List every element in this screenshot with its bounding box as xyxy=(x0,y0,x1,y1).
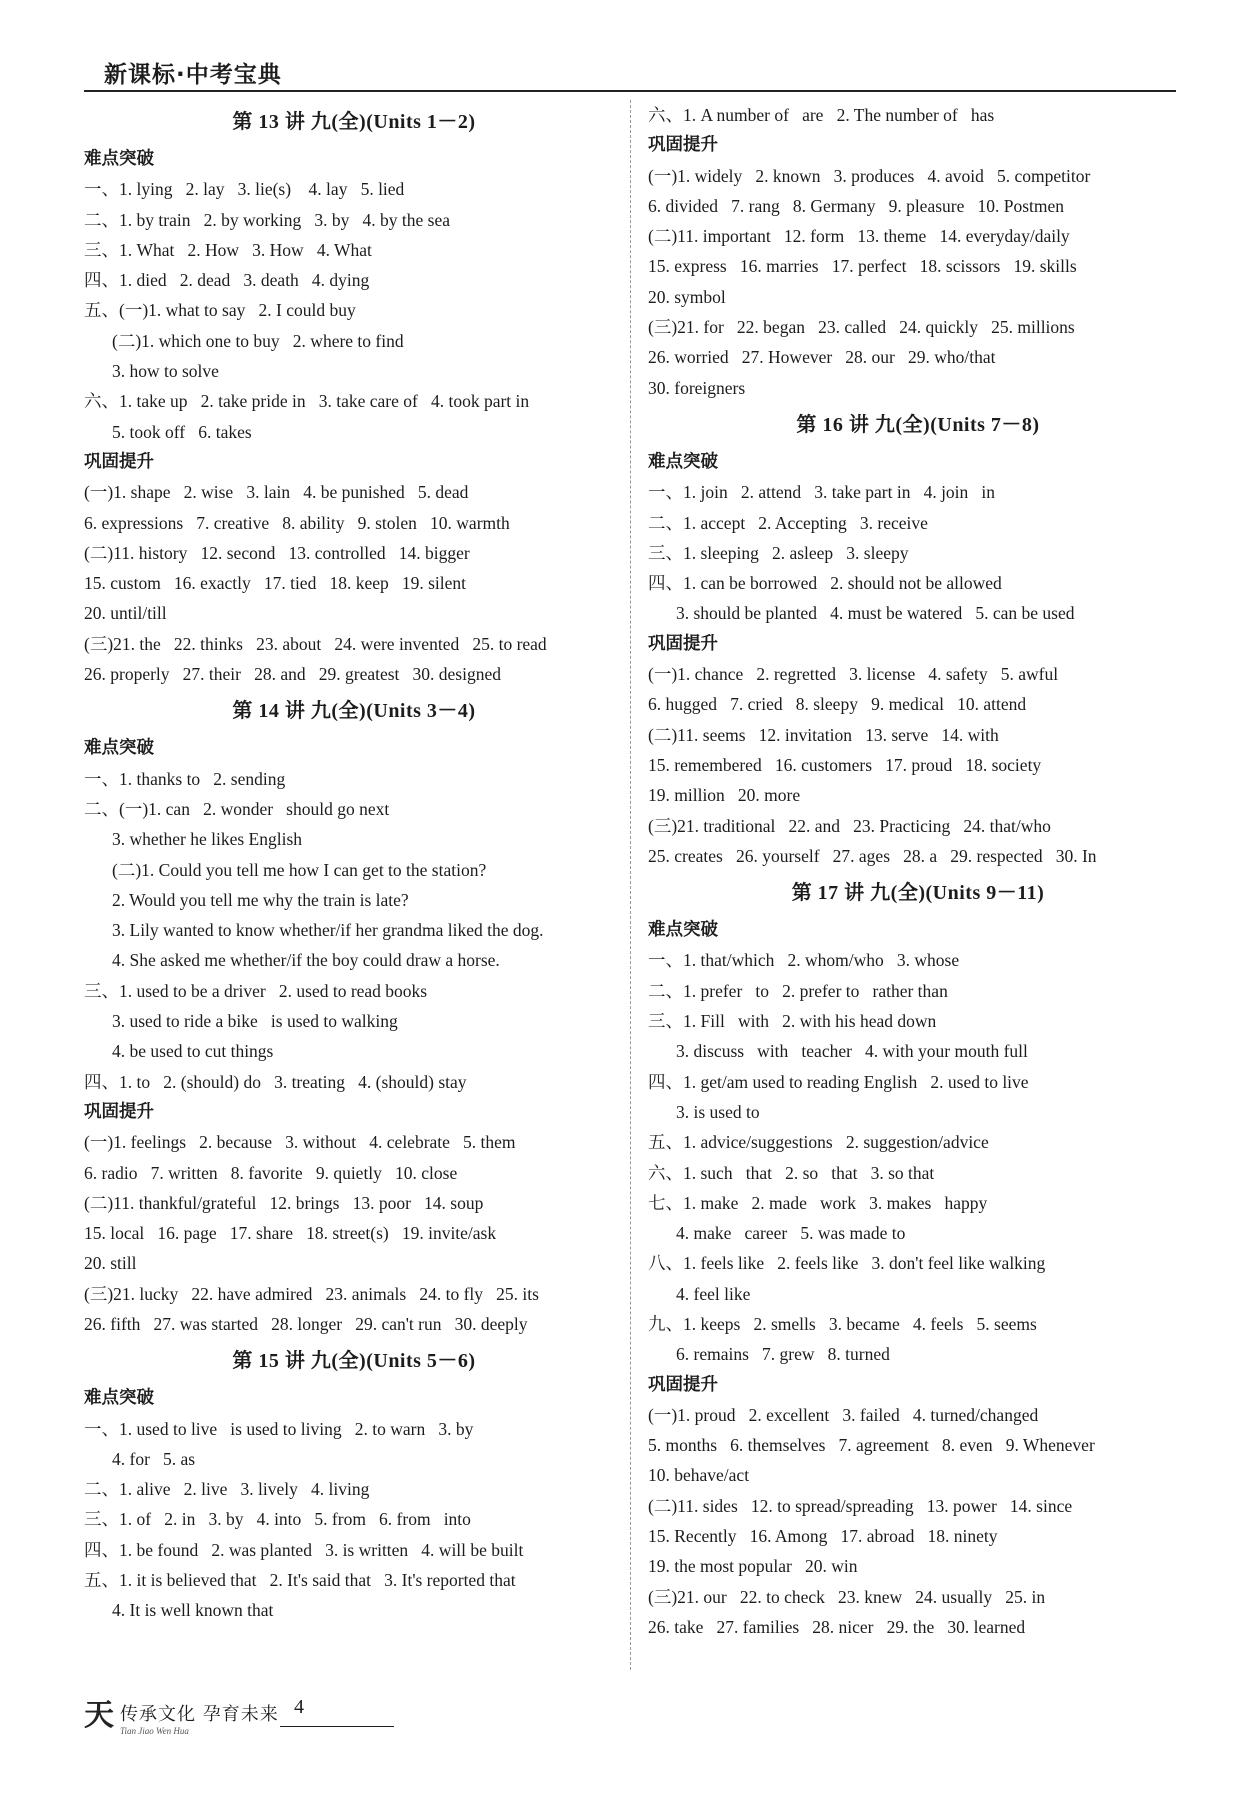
answer-line: 二、1. alive 2. live 3. lively 4. living xyxy=(84,1479,370,1500)
answer-line: 6. divided 7. rang 8. Germany 9. pleasure 10. Postmen xyxy=(648,195,1065,216)
section-heading: 难点突破 xyxy=(84,149,154,169)
column-divider xyxy=(630,100,631,1670)
answer-line: (二)11. important 12. form 13. theme 14. everyday/daily xyxy=(648,226,1070,247)
answer-line: (三)21. for 22. began 23. called 24. quickly 25. millions xyxy=(648,317,1075,338)
section-heading: 难点突破 xyxy=(648,451,718,472)
answer-line: 3. discuss with teacher 4. with your mouth full xyxy=(676,1041,1028,1062)
answer-column-left xyxy=(84,100,624,1626)
answer-line: 七、1. make 2. made work 3. makes happy xyxy=(648,1192,988,1213)
page-footer xyxy=(84,1688,544,1748)
answer-line: (三)21. lucky 22. have admired 23. animals 24. to fly 25. its xyxy=(84,1283,539,1304)
answer-line: 三、1. What 2. How 3. How 4. What xyxy=(84,239,372,260)
answer-line: 3. whether he likes English xyxy=(112,829,303,850)
answer-line: 6. hugged 7. cried 8. sleepy 9. medical 10. attend xyxy=(648,694,1027,715)
answer-line: 26. worried 27. However 28. our 29. who/that xyxy=(648,347,996,368)
answer-line: 五、1. advice/suggestions 2. suggestion/advice xyxy=(648,1132,989,1153)
answer-line: 四、1. died 2. dead 3. death 4. dying xyxy=(84,270,370,291)
section-heading: 难点突破 xyxy=(648,920,718,941)
answer-line: 一、1. used to live is used to living 2. to warn 3. by xyxy=(84,1418,474,1439)
answer-line: 25. creates 26. yourself 27. ages 28. a 29. respected 30. In xyxy=(648,845,1097,866)
section-heading: 巩固提升 xyxy=(648,1374,718,1395)
answer-line: (二)11. history 12. second 13. controlled 14. bigger xyxy=(84,542,470,563)
answer-line: 15. Recently 16. Among 17. abroad 18. ninety xyxy=(648,1526,998,1547)
lecture-heading: 第 15 讲 九(全)(Units 5－6) xyxy=(232,1350,476,1373)
answer-line: 3. how to solve xyxy=(112,361,219,382)
section-heading: 难点突破 xyxy=(84,738,154,759)
answer-line: 三、1. used to be a driver 2. used to read books xyxy=(84,980,428,1001)
publisher-logo-icon: 天 xyxy=(84,1698,114,1733)
lecture-heading: 第 16 讲 九(全)(Units 7－8) xyxy=(796,413,1040,436)
answer-line: 4. She asked me whether/if the boy could draw a horse. xyxy=(112,950,500,971)
answer-line: 二、(一)1. can 2. wonder should go next xyxy=(84,798,390,819)
answer-line: 一、1. lying 2. lay 3. lie(s) 4. lay 5. lied xyxy=(84,179,405,200)
answer-line: 一、1. that/which 2. whom/who 3. whose xyxy=(648,950,960,971)
answer-line: 4. be used to cut things xyxy=(112,1041,274,1062)
section-heading: 难点突破 xyxy=(84,1388,154,1409)
section-heading: 巩固提升 xyxy=(648,135,718,156)
answer-line: (二)1. Could you tell me how I can get to the station? xyxy=(112,859,487,880)
answer-line: 3. is used to xyxy=(676,1101,760,1122)
answer-line: 20. until/till xyxy=(84,603,167,624)
answer-line: 五、(一)1. what to say 2. I could buy xyxy=(84,300,356,321)
answer-line: 20. symbol xyxy=(648,286,726,307)
answer-line: 2. Would you tell me why the train is late? xyxy=(112,889,409,910)
answer-line: 四、1. get/am used to reading English 2. used to live xyxy=(648,1071,1029,1092)
answer-line: 5. months 6. themselves 7. agreement 8. even 9. Whenever xyxy=(648,1435,1095,1456)
section-heading: 巩固提升 xyxy=(84,451,154,472)
answer-line: 30. foreigners xyxy=(648,377,746,398)
lecture-heading: 第 13 讲 九(全)(Units 1－2) xyxy=(232,111,476,133)
answer-line: 九、1. keeps 2. smells 3. became 4. feels 5. seems xyxy=(648,1313,1037,1334)
answer-line: 26. properly 27. their 28. and 29. greatest 30. designed xyxy=(84,664,501,685)
answer-line: (一)1. chance 2. regretted 3. license 4. safety 5. awful xyxy=(648,664,1059,685)
answer-line: 四、1. can be borrowed 2. should not be allowed xyxy=(648,573,1002,594)
answer-line: 二、1. accept 2. Accepting 3. receive xyxy=(648,512,928,533)
answer-line: 六、1. such that 2. so that 3. so that xyxy=(648,1162,935,1183)
answer-line: 一、1. join 2. attend 3. take part in 4. join in xyxy=(648,482,996,503)
answer-line: 10. behave/act xyxy=(648,1465,750,1486)
answer-line: 三、1. of 2. in 3. by 4. into 5. from 6. from into xyxy=(84,1509,471,1530)
answer-column-right xyxy=(648,100,1188,1642)
section-heading: 巩固提升 xyxy=(84,1101,154,1122)
answer-line: 15. custom 16. exactly 17. tied 18. keep 19. silent xyxy=(84,573,467,594)
answer-line: (二)1. which one to buy 2. where to find xyxy=(112,330,404,351)
answer-line: 4. feel like xyxy=(676,1283,751,1304)
lecture-heading: 第 17 讲 九(全)(Units 9－11) xyxy=(791,882,1045,905)
answer-line: 二、1. by train 2. by working 3. by 4. by the sea xyxy=(84,209,450,230)
answer-line: 一、1. thanks to 2. sending xyxy=(84,768,286,789)
answer-line: 4. make career 5. was made to xyxy=(676,1223,906,1244)
answer-line: 四、1. to 2. (should) do 3. treating 4. (should) stay xyxy=(84,1071,467,1092)
answer-line: 15. local 16. page 17. share 18. street(s) 19. invite/ask xyxy=(84,1223,497,1244)
answer-line: (二)11. seems 12. invitation 13. serve 14. with xyxy=(648,724,999,745)
lecture-heading: 第 14 讲 九(全)(Units 3－4) xyxy=(232,700,476,723)
answer-line: 19. the most popular 20. win xyxy=(648,1556,858,1577)
answer-line: 20. still xyxy=(84,1253,137,1274)
answer-line: (二)11. sides 12. to spread/spreading 13. power 14. since xyxy=(648,1495,1073,1516)
answer-line: 15. express 16. marries 17. perfect 18. scissors 19. skills xyxy=(648,256,1077,277)
answer-line: (二)11. thankful/grateful 12. brings 13. poor 14. soup xyxy=(84,1192,484,1213)
answer-line: (一)1. proud 2. excellent 3. failed 4. turned/changed xyxy=(648,1404,1039,1425)
answer-line: (一)1. widely 2. known 3. produces 4. avoid 5. competitor xyxy=(648,165,1091,186)
answer-line: 三、1. sleeping 2. asleep 3. sleepy xyxy=(648,542,909,563)
answer-line: 三、1. Fill with 2. with his head down xyxy=(648,1011,937,1032)
answer-line: 15. remembered 16. customers 17. proud 18. society xyxy=(648,754,1042,775)
answer-line: 四、1. be found 2. was planted 3. is written 4. will be built xyxy=(84,1539,524,1560)
section-heading: 巩固提升 xyxy=(648,633,718,654)
publisher-slogan: 传承文化 孕育未来 xyxy=(120,1704,279,1725)
answer-line: 19. million 20. more xyxy=(648,785,801,806)
answer-line: 六、1. A number of are 2. The number of has xyxy=(648,105,995,125)
answer-line: 5. took off 6. takes xyxy=(112,421,252,442)
answer-line: 26. fifth 27. was started 28. longer 29. can't run 30. deeply xyxy=(84,1313,528,1334)
answer-line: 3. should be planted 4. must be watered 5. can be used xyxy=(676,603,1075,624)
answer-line: 6. expressions 7. creative 8. ability 9. stolen 10. warmth xyxy=(84,512,510,533)
answer-line: (三)21. our 22. to check 23. knew 24. usually 25. in xyxy=(648,1586,1046,1607)
answer-line: (一)1. shape 2. wise 3. lain 4. be punished 5. dead xyxy=(84,482,469,503)
answer-line: 八、1. feels like 2. feels like 3. don't feel like walking xyxy=(648,1253,1046,1274)
answer-line: 6. radio 7. written 8. favorite 9. quietly 10. close xyxy=(84,1162,458,1183)
answer-line: 六、1. take up 2. take pride in 3. take care of 4. took part in xyxy=(84,391,530,412)
answer-line: 3. Lily wanted to know whether/if her grandma liked the dog. xyxy=(112,920,544,941)
answer-line: 3. used to ride a bike is used to walking xyxy=(112,1011,398,1032)
answer-line: 6. remains 7. grew 8. turned xyxy=(676,1344,890,1365)
answer-line: 4. It is well known that xyxy=(112,1600,274,1621)
answer-line: 五、1. it is believed that 2. It's said that 3. It's reported that xyxy=(84,1570,516,1591)
answer-line: 26. take 27. families 28. nicer 29. the 30. learned xyxy=(648,1616,1026,1637)
answer-line: (三)21. the 22. thinks 23. about 24. were invented 25. to read xyxy=(84,633,547,654)
answer-line: 二、1. prefer to 2. prefer to rather than xyxy=(648,980,948,1001)
page-header xyxy=(84,52,1176,92)
publisher-logo-subtitle: Tian Jiao Wen Hua xyxy=(120,1726,189,1736)
page-number: 4 xyxy=(280,1696,394,1727)
answer-line: (三)21. traditional 22. and 23. Practicing 24. that/who xyxy=(648,815,1051,836)
book-title: 新课标·中考宝典 xyxy=(104,62,282,88)
answer-line: 4. for 5. as xyxy=(112,1448,196,1469)
answer-line: (一)1. feelings 2. because 3. without 4. celebrate 5. them xyxy=(84,1132,516,1153)
